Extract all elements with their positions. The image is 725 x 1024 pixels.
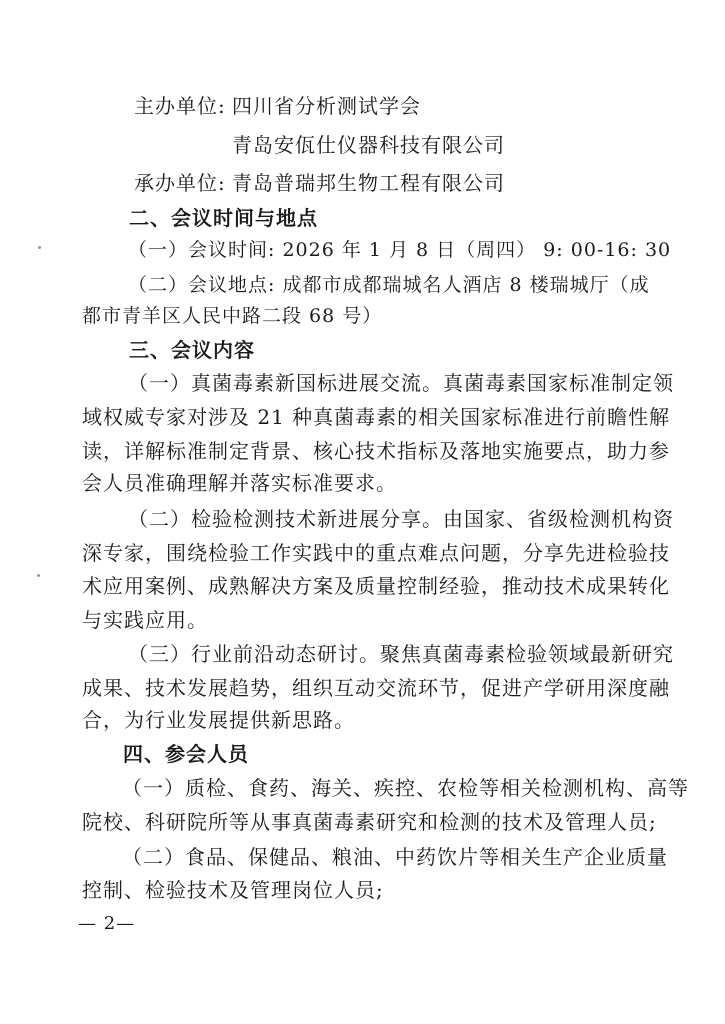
scan-speck [37, 574, 40, 577]
attendees-p1-line-1: （一）质检、食药、海关、疾控、农检等相关检测机构、高等 [122, 776, 689, 800]
content-p3-line-1: （三）行业前沿动态研讨。聚焦真菌毒素检验领域最新研究 [128, 642, 674, 666]
content-p3-line-3: 合，为行业发展提供新思路。 [82, 708, 355, 732]
content-p3-line-2: 成果、技术发展趋势，组织互动交流环节，促进产学研用深度融 [82, 676, 670, 700]
undertaker-org: 青岛普瑞邦生物工程有限公司 [232, 171, 505, 195]
undertaker-label: 承办单位: [134, 171, 226, 195]
section-3-heading: 三、会议内容 [129, 338, 255, 362]
meeting-time: （一）会议时间: 2026 年 1 月 8 日（周四） 9: 00-16: 30 [128, 239, 672, 261]
content-p2-line-4: 与实践应用。 [82, 608, 208, 632]
attendees-p1-line-2: 院校、科研院所等从事真菌毒素研究和检测的技术及管理人员; [82, 810, 657, 834]
meeting-place-line-2: 都市青羊区人民中路二段 68 号） [82, 305, 383, 327]
section-2-heading: 二、会议时间与地点 [129, 206, 318, 230]
content-p1-line-4: 会人员准确理解并落实标准要求。 [82, 471, 397, 495]
content-p1-line-2: 域权威专家对涉及 21 种真菌毒素的相关国家标准进行前瞻性解 [82, 405, 671, 429]
content-p1-line-3: 读，详解标准制定背景、核心技术指标及落地实施要点，助力参 [82, 439, 670, 463]
host-org-2: 青岛安佤仕仪器科技有限公司 [232, 133, 505, 157]
content-p1-line-1: （一）真菌毒素新国标进展交流。真菌毒素国家标准制定领 [128, 371, 674, 395]
content-p2-line-2: 深专家，围绕检验工作实践中的重点难点问题，分享先进检验技 [82, 541, 670, 565]
content-p2-line-3: 术应用案例、成熟解决方案及质量控制经验，推动技术成果转化 [82, 574, 670, 598]
host-org-1: 四川省分析测试学会 [232, 94, 421, 118]
attendees-p2-line-2: 控制、检验技术及管理岗位人员; [82, 878, 384, 902]
host-label: 主办单位: [134, 94, 226, 118]
page-number: — 2— [78, 913, 136, 934]
section-4-heading: 四、参会人员 [123, 742, 249, 766]
content-p2-line-1: （二）检验检测技术新进展分享。由国家、省级检测机构资 [128, 507, 674, 531]
scan-speck [38, 246, 41, 249]
meeting-place-line-1: （二）会议地点: 成都市成都瑞城名人酒店 8 楼瑞城厅（成 [128, 274, 650, 296]
attendees-p2-line-1: （二）食品、保健品、粮油、中药饮片等相关生产企业质量 [122, 845, 668, 869]
